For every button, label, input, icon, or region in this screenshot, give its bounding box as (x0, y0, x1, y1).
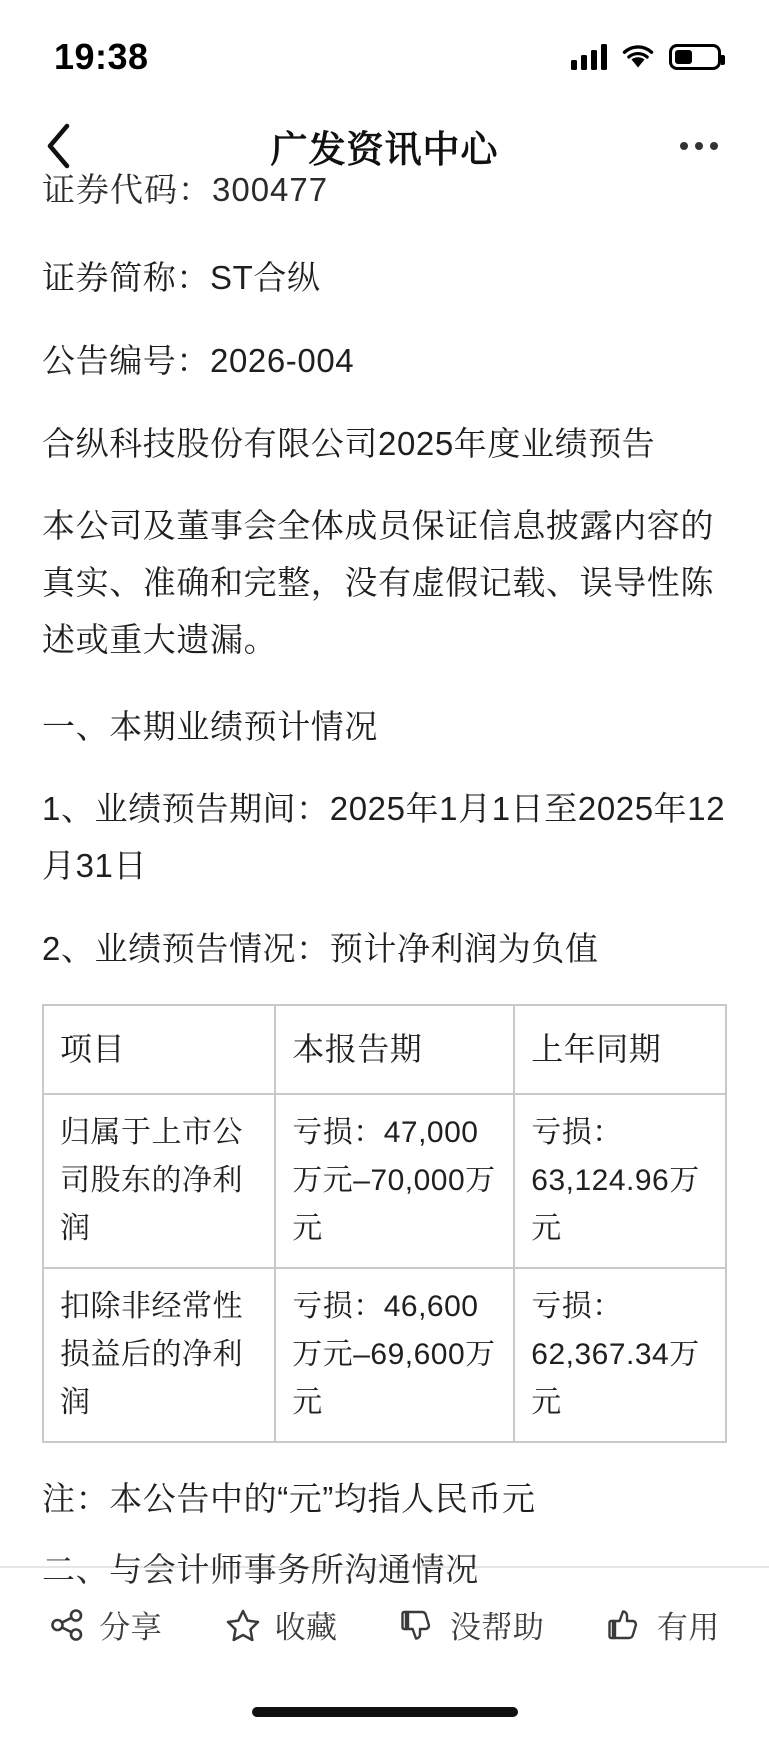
home-indicator[interactable] (252, 1707, 518, 1717)
clipped-line-top (42, 171, 727, 214)
forecast-result-line: 2、业绩预告情况：预计净利润为负值 (42, 929, 599, 967)
table-cell: 扣除非经常性损益后的净利润 (43, 1268, 275, 1442)
helpful-label: 有用 (656, 1610, 720, 1646)
share-label: 分享 (99, 1610, 163, 1646)
wifi-icon (621, 44, 655, 70)
not-helpful-label: 没帮助 (449, 1610, 545, 1646)
favorite-label: 收藏 (274, 1610, 338, 1646)
security-code-line: 证券代码：300477 (42, 171, 329, 208)
table-row (43, 1094, 726, 1268)
status-time: 19:38 (54, 36, 149, 77)
page-title: 广发资讯中心 (270, 129, 499, 170)
table-cell: 亏损：46,600万元–69,600万元 (275, 1268, 514, 1442)
battery-icon (669, 44, 721, 70)
helpful-button[interactable] (607, 1602, 720, 1647)
table-header-cell: 项目 (43, 1005, 275, 1094)
table-cell: 亏损：63,124.96万元 (514, 1094, 726, 1268)
share-button[interactable] (49, 1602, 162, 1647)
thumbs-up-icon (607, 1607, 643, 1643)
forecast-period-line: 1、业绩预告期间：2025年1月1日至2025年12月31日 (42, 790, 726, 884)
section-one-heading: 一、本期业绩预计情况 (42, 707, 378, 745)
section-two-heading: 二、与会计师事务所沟通情况 (42, 1550, 479, 1588)
currency-note: 注：本公告中的“元”均指人民币元 (42, 1479, 536, 1517)
earnings-forecast-table (42, 1004, 727, 1443)
security-name-line: 证券简称：ST合纵 (42, 259, 321, 296)
disclaimer-paragraph: 本公司及董事会全体成员保证信息披露内容的真实、准确和完整，没有虚假记载、误导性陈述或重大遗漏。 (42, 507, 714, 658)
status-bar (0, 0, 769, 104)
announcement-number-line: 公告编号：2026-004 (42, 341, 355, 379)
table-cell: 亏损：47,000万元–70,000万元 (275, 1094, 514, 1268)
announcement-content[interactable] (0, 171, 769, 1588)
share-icon (49, 1607, 85, 1643)
table-header-row (43, 1005, 726, 1094)
table-cell: 亏损：62,367.34万元 (514, 1268, 726, 1442)
table-row (43, 1268, 726, 1442)
star-icon (225, 1607, 261, 1643)
announcement-heading: 合纵科技股份有限公司2025年度业绩预告 (42, 424, 656, 462)
table-header-cell: 上年同期 (514, 1005, 726, 1094)
status-indicators (571, 34, 721, 70)
favorite-button[interactable] (225, 1602, 338, 1647)
table-header-cell: 本报告期 (275, 1005, 514, 1094)
not-helpful-button[interactable] (400, 1602, 545, 1647)
back-button[interactable] (46, 122, 86, 170)
signal-icon (571, 44, 607, 70)
table-cell: 归属于上市公司股东的净利润 (43, 1094, 275, 1268)
clipped-line-bottom (42, 1548, 727, 1588)
thumbs-down-icon (400, 1607, 436, 1643)
more-options-button[interactable] (675, 122, 723, 170)
home-indicator-area (0, 1682, 769, 1742)
